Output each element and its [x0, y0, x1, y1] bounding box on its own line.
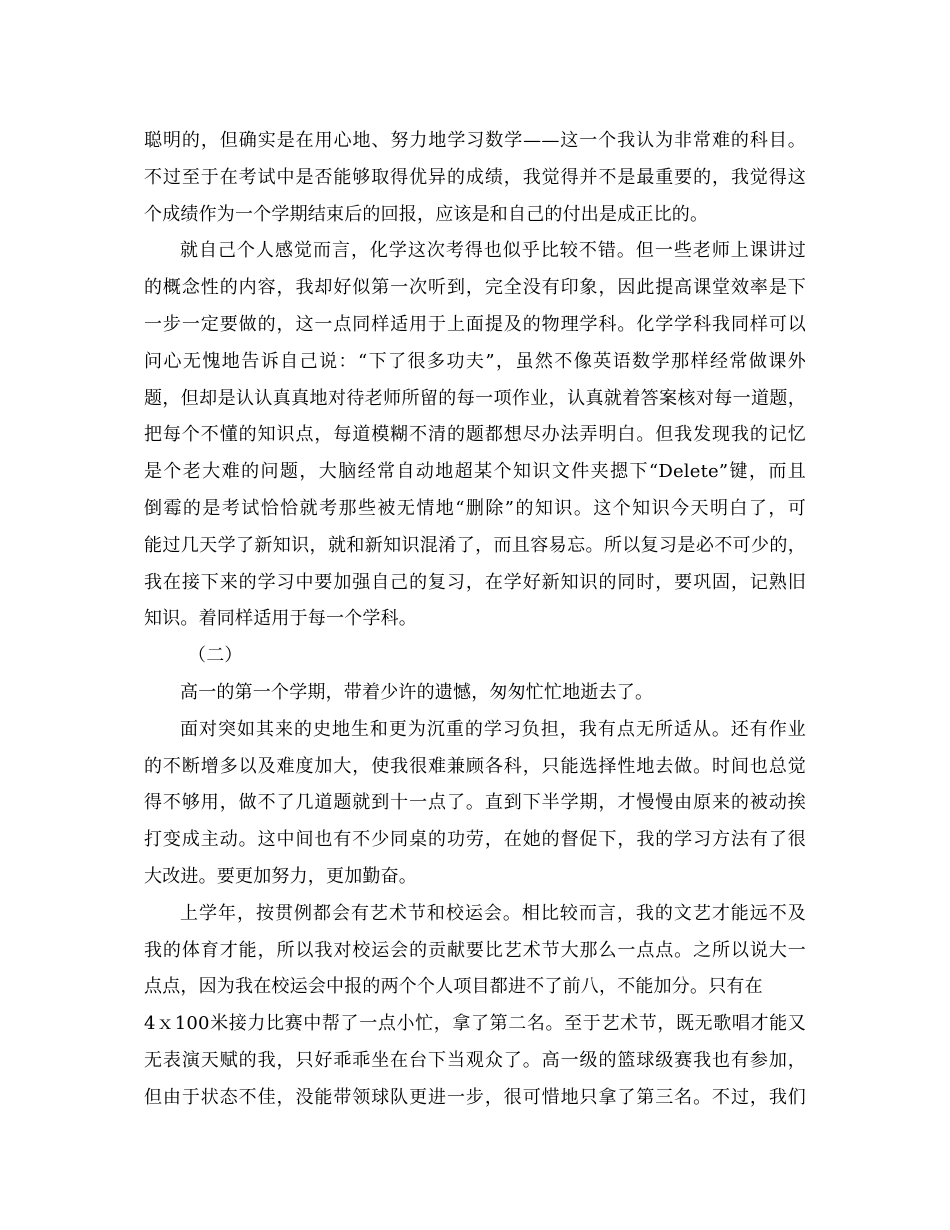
paragraph-start-line: 面对突如其来的史地生和更为沉重的学习负担，我有点无所适从。还有作业 — [180, 718, 806, 740]
text-line: 的概念性的内容，我却好似第一次听到，完全没有印象，因此提高课堂效率是下 — [144, 277, 806, 299]
document-body — [144, 123, 806, 1117]
text-line: 得不够用，做不了几道题就到十一点了。直到下半学期，才慢慢由原来的被动挨 — [144, 792, 806, 814]
text-line: 打变成主动。这中间也有不少同桌的功劳，在她的督促下，我的学习方法有了很 — [144, 829, 806, 851]
text-line: 问心无愧地告诉自己说：“下了很多功夫”，虽然不像英语数学那样经常做课外 — [144, 350, 806, 372]
text-line: 但由于状态不佳，没能带领球队更进一步，很可惜地只拿了第三名。不过，我们 — [144, 1086, 806, 1108]
text-line: 个成绩作为一个学期结束后的回报，应该是和自己的付出是成正比的。 — [144, 203, 709, 225]
text-line: 不过至于在考试中是否能够取得优异的成绩，我觉得并不是最重要的，我觉得这 — [144, 166, 806, 188]
paragraph-start-line: 就自己个人感觉而言，化学这次考得也似乎比较不错。但一些老师上课讲过 — [180, 240, 806, 262]
paragraph-start-line: 上学年，按贯例都会有艺术节和校运会。相比较而言，我的文艺才能远不及 — [180, 902, 806, 924]
text-line: 倒霉的是考试恰恰就考那些被无情地“删除”的知识。这个知识今天明白了，可 — [144, 497, 806, 519]
text-line: 把每个不懂的知识点，每道模糊不清的题都想尽办法弄明白。但我发现我的记忆 — [144, 424, 806, 446]
text-line: 4ｘ100米接力比赛中帮了一点小忙，拿了第二名。至于艺术节，既无歌唱才能又 — [144, 1013, 806, 1035]
text-line: 知识。着同样适用于每一个学科。 — [144, 608, 417, 630]
text-line: 能过几天学了新知识，就和新知识混淆了，而且容易忘。所以复习是必不可少的， — [144, 534, 806, 556]
text-line: 的不断增多以及难度加大，使我很难兼顾各科，只能选择性地去做。时间也总觉 — [144, 755, 806, 777]
text-line: 一步一定要做的，这一点同样适用于上面提及的物理学科。化学学科我同样可以 — [144, 313, 806, 335]
text-line: 点点，因为我在校运会中报的两个个人项目都进不了前八，不能加分。只有在 — [144, 976, 763, 998]
paragraph-start-line: 高一的第一个学期，带着少许的遗憾，匆匆忙忙地逝去了。 — [180, 681, 654, 703]
section-heading: （二） — [188, 645, 243, 667]
text-line: 聪明的，但确实是在用心地、努力地学习数学——这一个我认为非常难的科目。 — [144, 130, 806, 151]
text-line: 我的体育才能，所以我对校运会的贡献要比艺术节大那么一点点。之所以说大一 — [144, 939, 806, 961]
text-line: 无表演天赋的我，只好乖乖坐在台下当观众了。高一级的篮球级赛我也有参加， — [144, 1049, 806, 1071]
text-line: 我在接下来的学习中要加强自己的复习，在学好新知识的同时，要巩固，记熟旧 — [144, 571, 806, 593]
text-line: 题，但却是认认真真地对待老师所留的每一项作业，认真就着答案核对每一道题， — [144, 387, 806, 409]
text-line: 大改进。要更加努力，更加勤奋。 — [144, 865, 417, 887]
text-line: 是个老大难的问题，大脑经常自动地超某个知识文件夹摁下“Delete”键，而且 — [144, 461, 806, 483]
